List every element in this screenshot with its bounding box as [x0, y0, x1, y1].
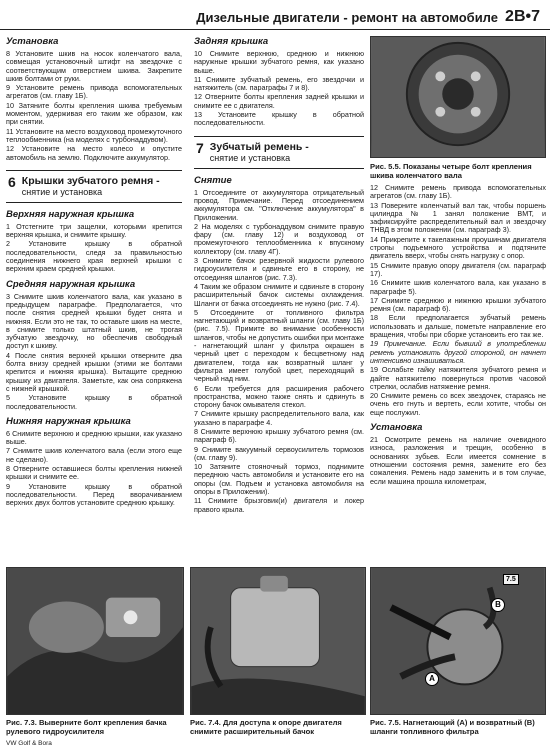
figure-caption-5-5: Рис. 5.5. Показаны четыре болт крепления шкива коленчатого вала [370, 162, 532, 180]
paragraph: 14 Прикрепите к такелажным проушинам двигателя стропы подъемного устройства и подтяните двигатель вверх, чтобы снять нагрузку с опор. [370, 234, 546, 261]
paragraph: 8 Снимите верхнюю крышку зубчатого ремня (см. параграф 6). [194, 426, 364, 445]
paragraph: 5 Установите крышку в обратной последовательности. [6, 393, 182, 411]
page-footer: VW Golf & Bora [6, 740, 52, 747]
figure-caption-7-4: Рис. 7.4. Для доступа к опоре двигателя снимите расширительный бачок [190, 718, 342, 736]
chapter-heading-7 [194, 136, 364, 169]
photo-fig-7-4 [190, 567, 366, 715]
page-header [0, 8, 550, 30]
callout-label-b: B [491, 598, 505, 612]
paragraph: 8 Отверните оставшиеся болты крепления нижней крышки и снимите ее. [6, 463, 182, 482]
fuel-filter-illustration [371, 568, 545, 714]
photo-fig-7-3 [6, 567, 184, 715]
paragraph: 3 Снимите бачок резервной жидкости рулевого гидроусилителя и сдвиньте его в сторону, не отсоединяя шлангов (рис. 7.3). [194, 256, 364, 282]
chapter-number: 6 [8, 173, 16, 190]
paragraph: 21 Осмотрите ремень на наличие очевидного износа, разложения и трещин, особенно в основаниях зубьев. Если имеется сомнение в отношении состояния ремня, замените его без сожаления. Ремень надо заменить и в том случае, если машина прошла километраж, [370, 435, 546, 486]
paragraph: 18 Если предполагается зубчатый ремень использовать и дальше, пометьте направление его вращения, чтобы при сборке установить его так же. [370, 313, 546, 340]
paragraph: 5 Отсоедините от топливного фильтра нагнетающий и возвратный шланги (см. главу 1Б) (рис. 7.5). Примите во внимание особенности шлангов, чтобы не допустить ошибки при монтаже - нагнетающий шланг у фильтра окрашен в черный цвет с переходом к бесцветному над двигателем, тогда как возвратный шланг у фильтра имеет голубой цвет, переходящий в черный над ним. [194, 307, 364, 384]
chapter-heading-6 [6, 170, 182, 203]
figure-caption-7-3: Рис. 7.3. Выверните болт крепления бачка рулевого гидроусилителя [6, 718, 167, 736]
chapter-title: Зубчатый ремень - [209, 140, 309, 153]
paragraph: 12 Отверните болты крепления задней крышки и снимите ее с двигателя. [194, 92, 364, 110]
paragraph: 15 Снимите правую опору двигателя (см. параграф 17). [370, 260, 546, 278]
expansion-tank-illustration [191, 568, 365, 714]
paragraph: 17 Снимите среднюю и нижнюю крышки зубчатого ремня (см. параграф 6). [370, 295, 546, 314]
section-heading-install: Установка [6, 36, 59, 47]
paragraph: 11 Снимите зубчатый ремень, его звездочки и натяжитель (см. параграфы 7 и 8). [194, 74, 364, 93]
engine-bay-illustration [7, 568, 183, 714]
paragraph: 9 Установите крышку в обратной последовательности. Перед вворачиванием верхних двух болтов установите среднюю крышку. [6, 481, 182, 508]
photo-fig-7-5 [370, 567, 546, 715]
paragraph: 13 Установите крышку в обратной последовательности. [194, 110, 364, 128]
photo-crankshaft-pulley [370, 36, 546, 158]
paragraph: 11 Установите на место воздуховод промежуточного теплообменника (на моделях с турбонаддувом). [6, 126, 182, 144]
page-number: 2B•7 [505, 8, 540, 25]
paragraph: 7 Снимите крышку распределительного вала, как указано в параграфе 4. [194, 409, 364, 427]
text-column-left [6, 36, 182, 508]
paragraph: 6 Если требуется для расширения рабочего пространства, можно также снять и сдвинуть в сторону бачок омывателя стекол. [194, 383, 364, 410]
paragraph: 19 Ослабьте гайку натяжителя зубчатого ремня и дайте натяжителю повернуться против часовой стрелки, ослабив натяжение ремня. [370, 365, 546, 391]
paragraph: 6 Снимите верхнюю и среднюю крышки, как указано выше. [6, 428, 182, 447]
chapter-subtitle: снятие и установка [209, 152, 291, 163]
paragraph: 12 Установите на место колесо и опустите автомобиль на землю. Подключите аккумулятор. [6, 144, 182, 162]
paragraph: 4 Таким же образом снимите и сдвиньте в сторону расширительный бачок системы охлаждения. Шланги от бачка отсоединять не нужно (рис. 7.4). [194, 281, 364, 308]
paragraph: 16 Снимите шкив коленчатого вала, как указано в параграфе 5). [370, 278, 546, 296]
text-column-right [370, 184, 546, 487]
paragraph: 11 Снимите брызговик(и) двигателя и локер правого крыла. [194, 496, 364, 514]
paragraph: 3 Снимите шкив коленчатого вала, как указано в предыдущем параграфе. Предполагается, что после снятия средней крышки будет снята и нижняя. Если это не так, то оставьте шкив на месте, в снимите только штатный шкив, не трогая зубчатую звездочку, но обеспечив свободный доступ к шкиву. [6, 291, 182, 351]
paragraph: 13 Поверните коленчатый вал так, чтобы поршень цилиндра № 1 занял положение ВМТ, и зафиксируйте распределительный вал и звездочку ТНВД в этом положении (см. параграф 3). [370, 200, 546, 235]
paragraph: 9 Снимите вакуумный сервоусилитель тормозов (см. главу 9). [194, 444, 364, 462]
paragraph: 9 Установите ремень привода вспомогательных агрегатов (см. главу 1Б). [6, 83, 182, 101]
figure-tag: 7.5 [503, 574, 519, 585]
paragraph: 10 Затяните стояночный тормоз, поднимите переднюю часть автомобиля и установите его на опоры (см. Подъем и установка автомобиля на опоры в Приложении). [194, 462, 364, 497]
section-heading-back: Задняя крышка [194, 36, 269, 47]
chapter-title: Крышки зубчатого ремня - [21, 174, 160, 187]
paragraph: 10 Снимите верхнюю, среднюю и нижнюю наружные крышки зубчатого ремня, как указано выше. [194, 49, 364, 75]
paragraph: 8 Установите шкив на носок коленчатого вала, совмещая установочный штифт на звездочке с соответствующим отверстием шкива. Закрепите шкив болтами от руки. [6, 49, 182, 83]
chapter-subtitle: снятие и установка [21, 186, 103, 197]
paragraph: 4 После снятия верхней крышки отверните два болта внизу средней крышки (этими же болтами крепится и нижняя крышка). Вытащите среднюю крышку из двигателя. Заметьте, как она сопряжена с нижней крышкой. [6, 350, 182, 393]
section-heading-lower: Нижняя наружная крышка [6, 415, 131, 427]
text-column-middle [194, 36, 364, 515]
paragraph: 7 Снимите шкив коленчатого вала (если этого еще не сделано). [6, 446, 182, 464]
paragraph: 2 На моделях с турбонаддувом снимите правую фару (см. главу 12) и воздуховод от промежуточного теплообменника к впускному коллектору (см. главу 4Г). [194, 221, 364, 256]
section-heading-upper: Верхняя наружная крышка [6, 208, 135, 220]
figure-caption-7-5: Рис. 7.5. Нагнетающий (А) и возвратный (В) шланги топливного фильтра [370, 718, 535, 736]
paragraph: 1 Отстегните три защелки, которыми крепится верхняя крышка, и снимите крышку. [6, 221, 182, 240]
paragraph: 12 Снимите ремень привода вспомогательных агрегатов (см. главу 1Б). [370, 183, 546, 201]
paragraph: 20 Снимите ремень со всех звездочек, стараясь не очень его гнуть и вертеть, если хотите, чтобы он еще послужил. [370, 391, 546, 417]
section-heading-removal: Снятие [194, 174, 232, 186]
paragraph: 10 Затяните болты крепления шкива требуемым моментом, удерживая его таким же образом, как при снятии. [6, 100, 182, 127]
pulley-illustration [371, 37, 545, 157]
page-header-title: Дизельные двигатели - ремонт на автомобиле [196, 10, 498, 25]
section-heading-install-2: Установка [370, 422, 423, 434]
paragraph: 2 Установите крышку в обратной последовательности, следя за правильностью соединения нижнего края верхней крышки с верхним краем средней крышки. [6, 239, 182, 274]
chapter-number: 7 [196, 139, 204, 156]
paragraph-note: 19 Примечание. Если бывший в употреблении ремень установить другой стороной, он начнет интенсивно изнашиваться. [370, 339, 546, 365]
callout-label-a: A [425, 672, 439, 686]
section-heading-middle: Средняя наружная крышка [6, 278, 136, 290]
paragraph: 1 Отсоедините от аккумулятора отрицательный провод. Примечание. Перед отсоединением аккумулятора см. "Отключение аккумулятора" в Приложении. [194, 187, 364, 222]
